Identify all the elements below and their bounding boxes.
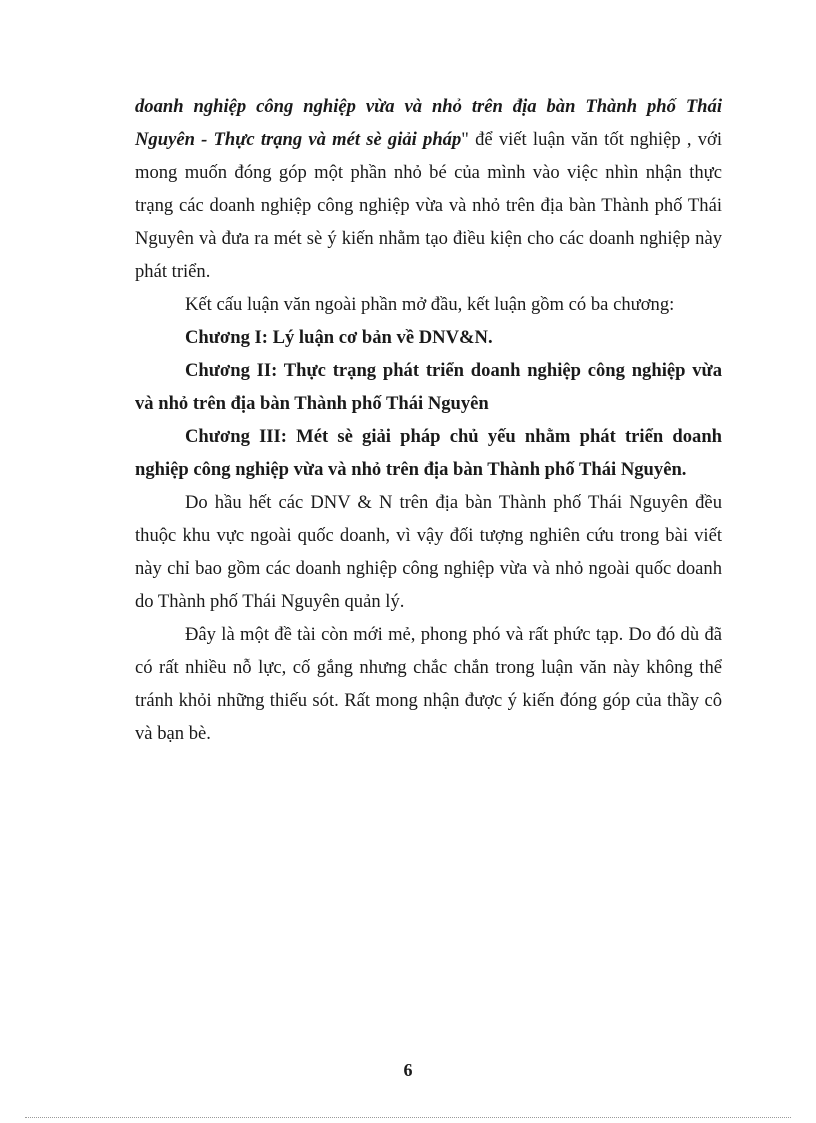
- chapter-3: Chương III: Mét sè giải pháp chủ yếu nhằm phát triển doanh nghiệp công nghiệp vừa và nhỏ trên địa bàn Thành phố Thái Nguyên.: [135, 426, 722, 480]
- body-text: [135, 90, 722, 750]
- intro-paragraph: [135, 90, 722, 288]
- intro-rest: để viết luận văn tốt nghiệp , với mong muốn đóng góp một phần nhỏ bé của mình vào việc nhìn nhận thực trạng các doanh nghiệp công nghiệp vừa và nhỏ trên địa bàn Thành phố Thái Nguyên và đưa ra mét sè ý kiến nhằm tạo điều kiện cho các doanh nghiệp này phát triển.: [135, 129, 722, 282]
- structure-sentence: Kết cấu luận văn ngoài phần mở đầu, kết luận gồm có ba chương:: [185, 294, 675, 315]
- page-bottom-divider: [25, 1117, 791, 1118]
- thesis-title-fragment: doanh nghiệp công nghiệp vừa và nhỏ trên địa bàn Thành phố Thái Nguyên - Thực trạng và mét sè giải pháp: [135, 96, 722, 150]
- closing-paragraph: Đây là một đề tài còn mới mẻ, phong phó và rất phức tạp. Do đó dù đã có rất nhiều nỗ lực, cố gắng nhưng chắc chắn trong luận văn này không thể tránh khỏi những thiếu sót. Rất mong nhận được ý kiến đóng góp của thầy cô và bạn bè.: [135, 624, 722, 744]
- quote-mark: ": [461, 129, 469, 150]
- scope-paragraph: Do hầu hết các DNV & N trên địa bàn Thành phố Thái Nguyên đều thuộc khu vực ngoài quốc doanh, vì vậy đối tượng nghiên cứu trong bài viết này chỉ bao gồm các doanh nghiệp công nghiệp vừa và nhỏ ngoài quốc doanh do Thành phố Thái Nguyên quản lý.: [135, 492, 722, 612]
- chapter-2: Chương II: Thực trạng phát triển doanh nghiệp công nghiệp vừa và nhỏ trên địa bàn Thành phố Thái Nguyên: [135, 360, 722, 414]
- chapter-1: Chương I: Lý luận cơ bản về DNV&N.: [185, 327, 493, 348]
- page-number: 6: [403, 1060, 413, 1080]
